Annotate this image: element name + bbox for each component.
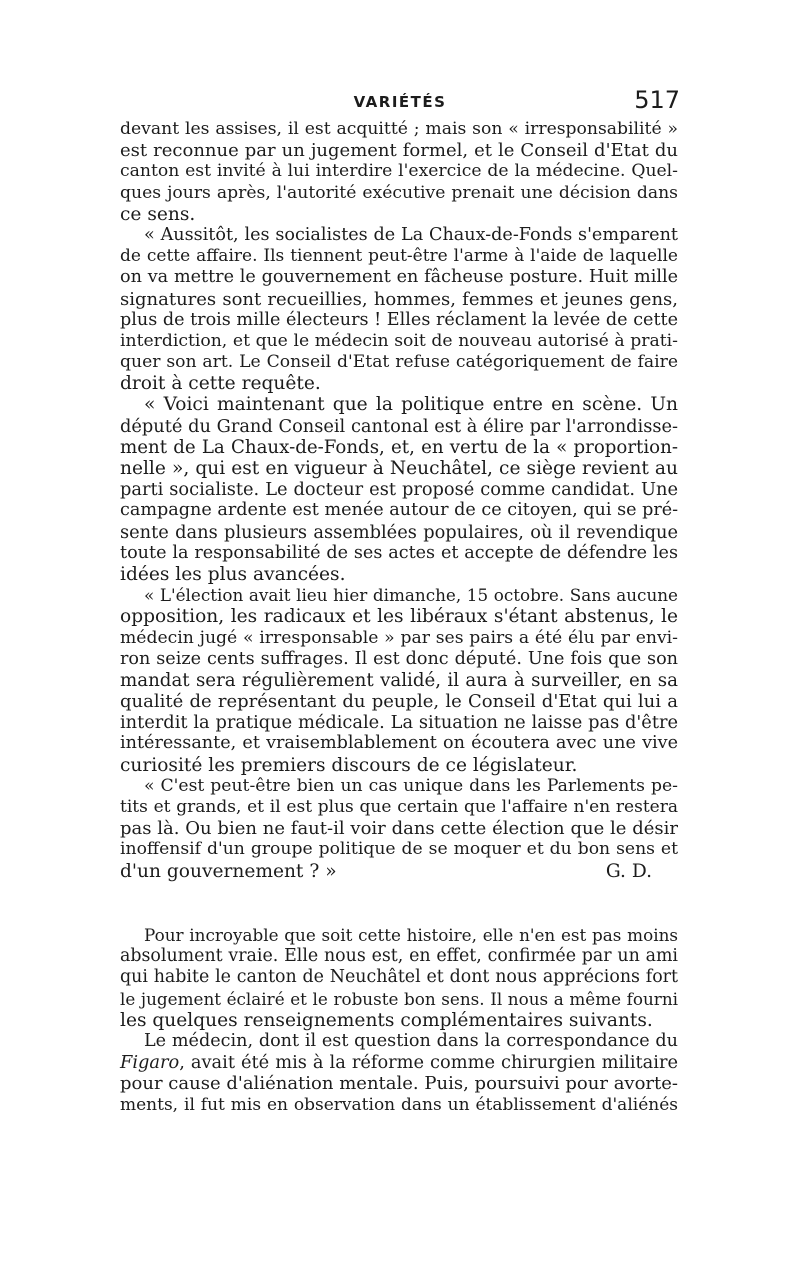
text-line: tits et grands, et il est plus que certain que l'affaire n'en restera (120, 797, 678, 817)
text-line: ce sens. (120, 203, 196, 225)
text-line: « Aussitôt, les socialistes de La Chaux-de-Fonds s'emparent (144, 224, 678, 245)
text-line: Le médecin, dont il est question dans la correspondance du (144, 1030, 678, 1051)
text-line: député du Grand Conseil cantonal est à élire par l'arrondisse- (120, 415, 678, 437)
text-line: ments, il fut mis en observation dans un établissement d'aliénés (120, 1094, 678, 1115)
closing-text: d'un gouvernement ? » (120, 860, 337, 882)
text-line: droit à cette requête. (120, 373, 321, 395)
text-line: « Voici maintenant que la politique entre en scène. Un (144, 394, 678, 416)
text-line: idées les plus avancées. (120, 563, 346, 585)
text-line: médecin jugé « irresponsable » par ses pairs a été élu par envi- (120, 627, 678, 648)
page-number: 517 (634, 86, 680, 114)
text-line: plus de trois mille électeurs ! Elles réclament la levée de cette (120, 309, 679, 330)
text-line: curiosité les premiers discours de ce législateur. (120, 754, 578, 776)
text-line: signatures sont recueillies, hommes, femmes et jeunes gens, (120, 288, 678, 310)
text-line: absolument vraie. Elle nous est, en effet, confirmée par un ami (120, 946, 678, 967)
closing-line (120, 861, 678, 882)
text-line: sente dans plusieurs assemblées populaires, où il revendique (120, 521, 678, 543)
text-line: nelle », qui est en vigueur à Neuchâtel, ce siège revient au (120, 458, 678, 479)
text-line: canton est invité à lui interdire l'exercice de la médecine. Quel- (120, 161, 678, 182)
text-line: ques jours après, l'autorité exécutive prenait une décision dans (120, 182, 678, 203)
text-line: toute la responsabilité de ses actes et accepte de défendre les (120, 542, 678, 563)
page-header (120, 86, 680, 118)
commentary (120, 925, 678, 1116)
running-head: VARIÉTÉS (353, 93, 447, 111)
figaro-line-rest: , avait été mis à la réforme comme chirurgien militaire (179, 1052, 678, 1074)
text-line: on va mettre le gouvernement en fâcheuse posture. Huit mille (120, 267, 678, 288)
text-line (120, 1052, 678, 1073)
text-line: « C'est peut-être bien un cas unique dans les Parlements pe- (144, 775, 678, 796)
quoted-article (120, 119, 678, 882)
text-line: les quelques renseignements complémentaires suivants. (120, 1009, 653, 1031)
figaro-title: Figaro (120, 1052, 180, 1074)
text-line: inoffensif d'un groupe politique de se moquer et du bon sens et (120, 839, 678, 860)
text-line: intéressante, et vraisemblablement on écoutera avec une vive (120, 733, 678, 754)
author-signature: G. D. (605, 860, 652, 882)
text-line: de cette affaire. Ils tiennent peut-être l'arme à l'aide de laquelle (120, 246, 678, 267)
text-line: opposition, les radicaux et les libéraux s'étant abstenus, le (120, 606, 678, 628)
text-line: ment de La Chaux-de-Fonds, et, en vertu de la « proportion- (120, 436, 678, 458)
text-line: mandat sera régulièrement validé, il aura à surveiller, en sa (120, 669, 678, 691)
text-line: campagne ardente est menée autour de ce citoyen, qui se pré- (120, 500, 679, 521)
text-line: qualité de représentant du peuple, le Conseil d'Etat qui lui a (120, 691, 678, 713)
text-line: est reconnue par un jugement formel, et le Conseil d'Etat du (120, 140, 678, 162)
text-line: « L'élection avait lieu hier dimanche, 15 octobre. Sans aucune (144, 585, 678, 606)
text-line: devant les assises, il est acquitté ; mais son « irresponsabilité » (120, 119, 678, 139)
text-line: parti socialiste. Le docteur est proposé comme candidat. Une (120, 479, 678, 501)
text-line: pour cause d'aliénation mentale. Puis, poursuivi pour avorte- (120, 1073, 678, 1095)
text-line: Pour incroyable que soit cette histoire, elle n'en est pas moins (144, 925, 678, 945)
text-line: interdiction, et que le médecin soit de nouveau autorisé à prati- (120, 330, 678, 351)
text-line: pas là. Ou bien ne faut-il voir dans cette élection que le désir (120, 818, 678, 840)
text-line: quer son art. Le Conseil d'Etat refuse catégoriquement de faire (120, 352, 678, 373)
text-line: qui habite le canton de Neuchâtel et dont nous apprécions fort (120, 967, 678, 988)
text-line: ron seize cents suffrages. Il est donc député. Une fois que son (120, 648, 678, 669)
text-line: le jugement éclairé et le robuste bon sens. Il nous a même fourni (120, 988, 678, 1009)
text-line: interdit la pratique médicale. La situation ne laisse pas d'être (120, 712, 678, 734)
